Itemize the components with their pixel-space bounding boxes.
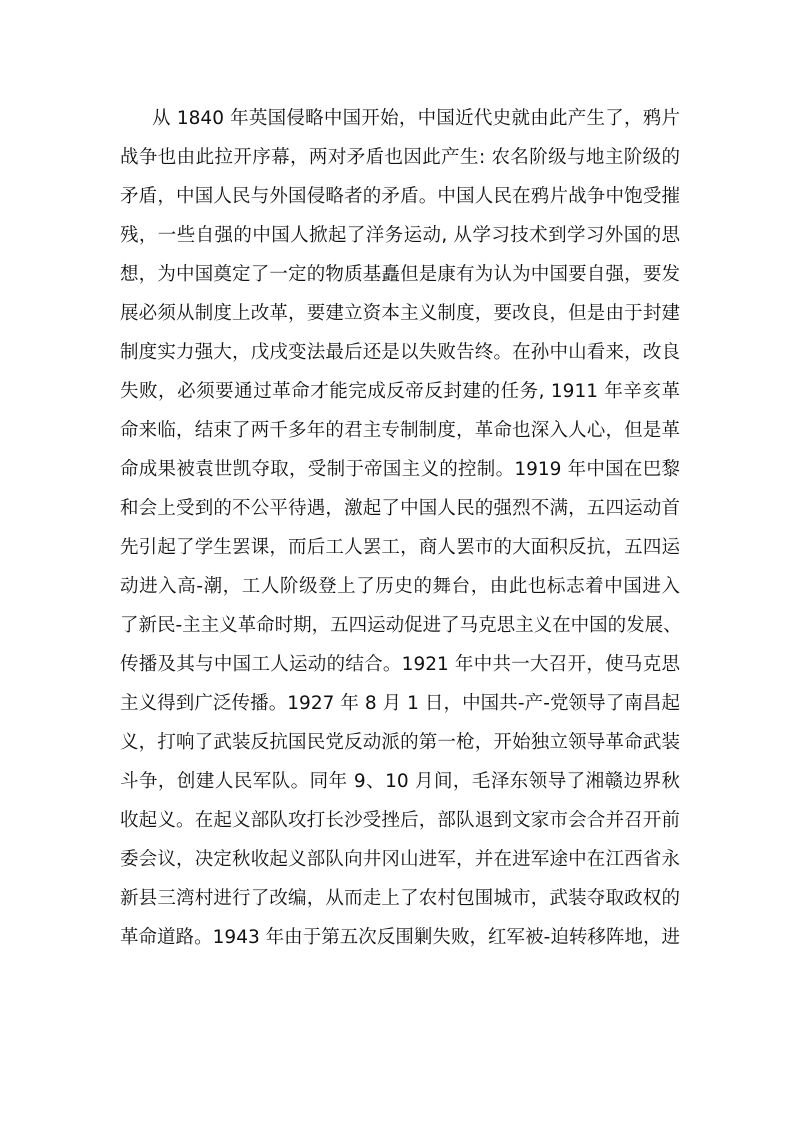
paragraph-line: 制度实力强大，戊戌变法最后还是以失败告终。在孙中山看来，改良 xyxy=(120,342,680,363)
paragraph-line: 传播及其与中国工人运动的结合。1921 年中共一大召开，使马克思 xyxy=(120,654,680,675)
paragraph-line: 斗争，创建人民军队。同年 9、10 月间，毛泽东领导了湘赣边界秋 xyxy=(120,771,680,792)
paragraph-line: 收起义。在起义部队攻打长沙受挫后，部队退到文家市会合并召开前 xyxy=(120,810,680,831)
paragraph-line: 残，一些自强的中国人掀起了洋务运动, 从学习技术到学习外国的思 xyxy=(120,225,680,246)
paragraph-line: 失败，必须要通过革命才能完成反帝反封建的任务, 1911 年辛亥革 xyxy=(120,381,680,402)
paragraph-line: 义，打响了武装反抗国民党反动派的第一枪，开始独立领导革命武装 xyxy=(120,732,680,753)
paragraph-line: 矛盾，中国人民与外国侵略者的矛盾。中国人民在鸦片战争中饱受摧 xyxy=(120,186,680,207)
paragraph-line: 命来临，结束了两千多年的君主专制制度，革命也深入人心，但是革 xyxy=(120,420,680,441)
paragraph-line: 革命道路。1943 年由于第五次反围剿失败，红军被-迫转移阵地，进 xyxy=(120,927,680,948)
paragraph-line: 了新民-主主义革命时期，五四运动促进了马克思主义在中国的发展、 xyxy=(120,615,682,636)
paragraph-line: 主义得到广泛传播。1927 年 8 月 1 日，中国共-产-党领导了南昌起 xyxy=(120,693,680,714)
paragraph-line: 展必须从制度上改革，要建立资本主义制度，要改良，但是由于封建 xyxy=(120,303,680,324)
paragraph-line: 和会上受到的不公平待遇，激起了中国人民的强烈不满，五四运动首 xyxy=(120,498,680,519)
paragraph-line: 动进入高-潮，工人阶级登上了历史的舞台，由此也标志着中国进入 xyxy=(120,576,680,597)
paragraph-line: 委会议，决定秋收起义部队向井冈山进军，并在进军途中在江西省永 xyxy=(120,849,680,870)
paragraph-line: 新县三湾村进行了改编，从而走上了农村包围城市，武装夺取政权的 xyxy=(120,888,680,909)
paragraph-line: 先引起了学生罢课，而后工人罢工，商人罢市的大面积反抗，五四运 xyxy=(120,537,680,558)
paragraph-line: 战争也由此拉开序幕，两对矛盾也因此产生: 农名阶级与地主阶级的 xyxy=(120,147,680,168)
paragraph-line: 命成果被袁世凯夺取，受制于帝国主义的控制。1919 年中国在巴黎 xyxy=(120,459,680,480)
paragraph-line: 想，为中国奠定了一定的物质基矗但是康有为认为中国要自强，要发 xyxy=(120,264,680,285)
paragraph-line: 从 1840 年英国侵略中国开始，中国近代史就由此产生了，鸦片 xyxy=(152,108,680,129)
